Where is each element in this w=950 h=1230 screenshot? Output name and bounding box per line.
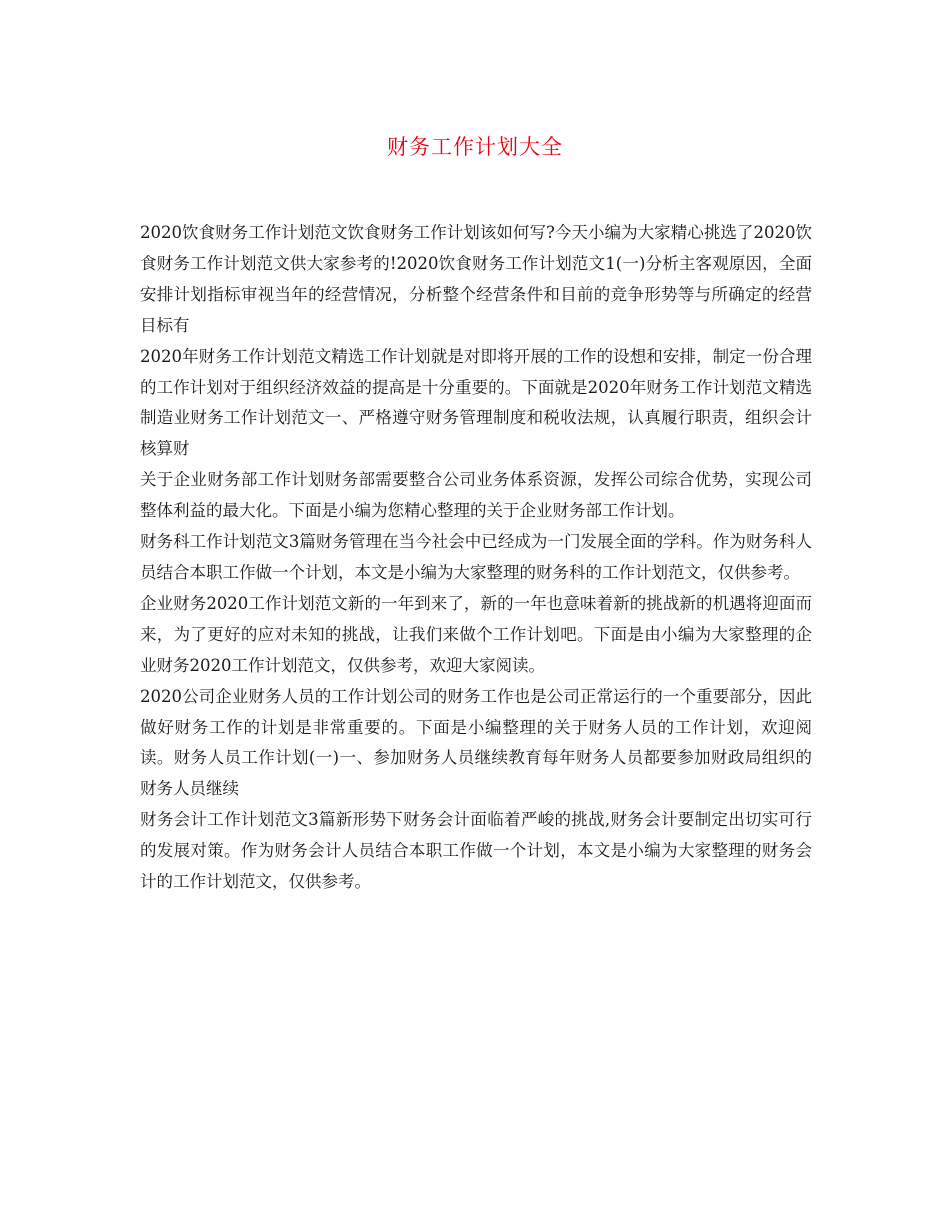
paragraph: 财务会计工作计划范文3篇新形势下财务会计面临着严峻的挑战,财务会计要制定出切实可行的发展对策。作为财务会计人员结合本职工作做一个计划，本文是小编为大家整理的财务会计的工作计划范文，仅供参考。 <box>140 810 812 892</box>
paragraph: 企业财务2020工作计划范文新的一年到来了，新的一年也意味着新的挑战新的机遇将迎面而来，为了更好的应对未知的挑战，让我们来做个工作计划吧。下面是由小编为大家整理的企业财务2020工作计划范文，仅供参考，欢迎大家阅读。 <box>140 593 812 675</box>
document-title: 财务工作计划大全 <box>387 135 563 159</box>
document-body <box>140 218 812 898</box>
paragraph: 2020饮食财务工作计划范文饮食财务工作计划该如何写?今天小编为大家精心挑选了2020饮食财务工作计划范文供大家参考的!2020饮食财务工作计划范文1(一)分析主客观原因，全面安排计划指标审视当年的经营情况，分析整个经营条件和目前的竞争形势等与所确定的经营目标有 <box>140 223 812 335</box>
paragraph: 财务科工作计划范文3篇财务管理在当今社会中已经成为一门发展全面的学科。作为财务科人员结合本职工作做一个计划，本文是小编为大家整理的财务科的工作计划范文，仅供参考。 <box>140 532 812 582</box>
paragraph: 关于企业财务部工作计划财务部需要整合公司业务体系资源，发挥公司综合优势，实现公司整体利益的最大化。下面是小编为您精心整理的关于企业财务部工作计划。 <box>140 470 812 521</box>
paragraph: 2020年财务工作计划范文精选工作计划就是对即将开展的工作的设想和安排，制定一份合理的工作计划对于组织经济效益的提高是十分重要的。下面就是2020年财务工作计划范文精选制造业财务工作计划范文一、严格遵守财务管理制度和税收法规，认真履行职责，组织会计核算财 <box>140 346 812 459</box>
paragraph: 2020公司企业财务人员的工作计划公司的财务工作也是公司正常运行的一个重要部分，因此做好财务工作的计划是非常重要的。下面是小编整理的关于财务人员的工作计划，欢迎阅读。财务人员工作计划(一)一、参加财务人员继续教育每年财务人员都要参加财政局组织的财务人员继续 <box>140 686 812 799</box>
